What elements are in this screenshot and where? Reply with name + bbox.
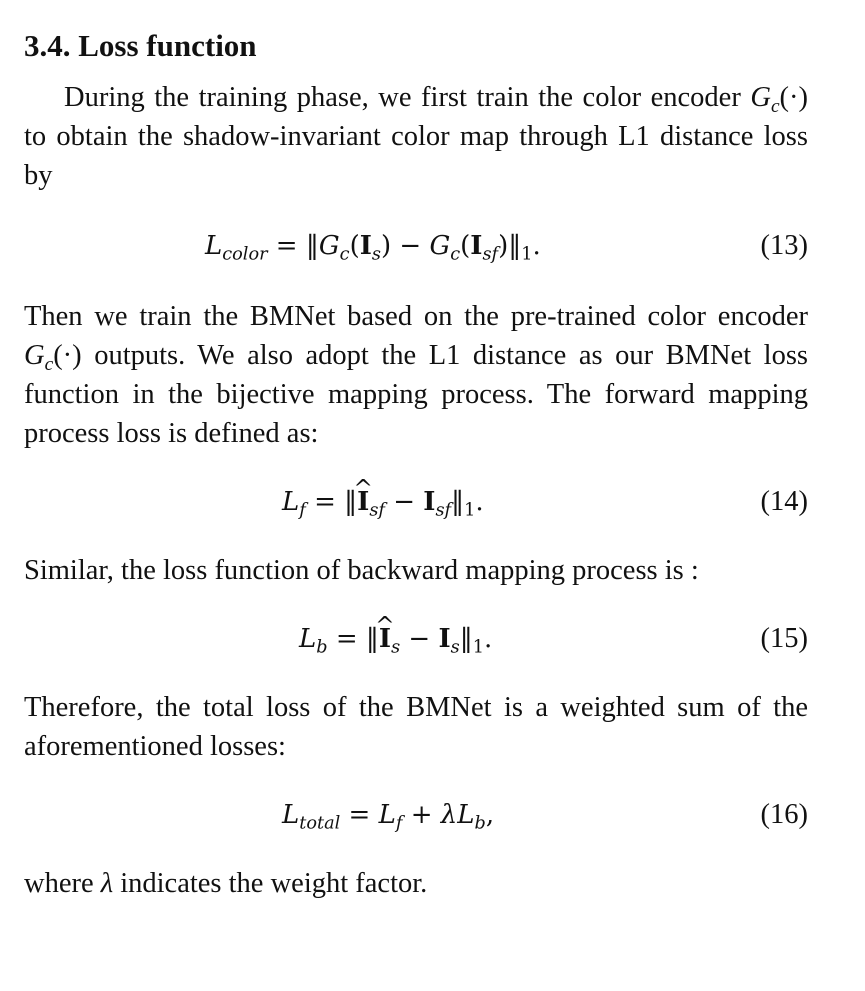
paragraph-backward: Similar, the loss function of backward mapping process is : [24,555,699,586]
equation-15-body: $L_b$ = ‖^ $I_s$ − $I_s‖_1$. [299,618,492,660]
equation-13 [24,225,808,267]
paragraph-lambda [24,864,808,903]
paper-section [24,26,808,903]
inline-math-lambda: λ [100,868,114,899]
equation-14 [24,481,808,523]
section-heading: 3.4. Loss function [24,28,257,63]
equation-16-body: $L_{total} = L_f + \lambda L_b$, [282,800,495,834]
equation-14-body: $L_f$ = ‖^ $I_{sf}$ − $I_{sf}‖_1$. [282,481,484,523]
paragraph-total: Therefore, the total loss of the BMNet is a weighted sum of the aforementioned losses: [24,692,808,762]
equation-15-number: (15) [760,623,808,654]
paragraph-lambda-text-b: indicates the weight factor. [113,868,428,899]
paragraph-intro [24,78,808,195]
paragraph-bmnet-text-b: outputs. We also adopt the L1 distance as our BMNet loss function in the bijective mapping process. The forward mapping process loss is defined as: [24,340,808,449]
equation-13-body: $L_{color}$ = $‖G_c(I_s)$ − $G_c(I_{sf})‖_1$. [205,231,541,265]
paragraph-lambda-text-a: where [24,868,94,899]
paragraph-bmnet [24,297,808,453]
inline-math-gc: $G_c(\cdot)$ [750,82,809,117]
equation-14-number: (14) [760,486,808,517]
equation-13-number: (13) [760,230,808,261]
paragraph-intro-text-b: to obtain the shadow-invariant color map through L1 distance loss by [24,121,808,191]
equation-15 [24,618,808,660]
equation-16-number: (16) [760,799,808,830]
inline-math-gc-2: $G_c(\cdot)$ [24,340,82,375]
equation-16 [24,794,808,836]
paragraph-intro-text-a: During the training phase, we first train the color encoder [64,82,741,113]
paragraph-bmnet-text-a: Then we train the BMNet based on the pre-trained color encoder [24,301,808,332]
